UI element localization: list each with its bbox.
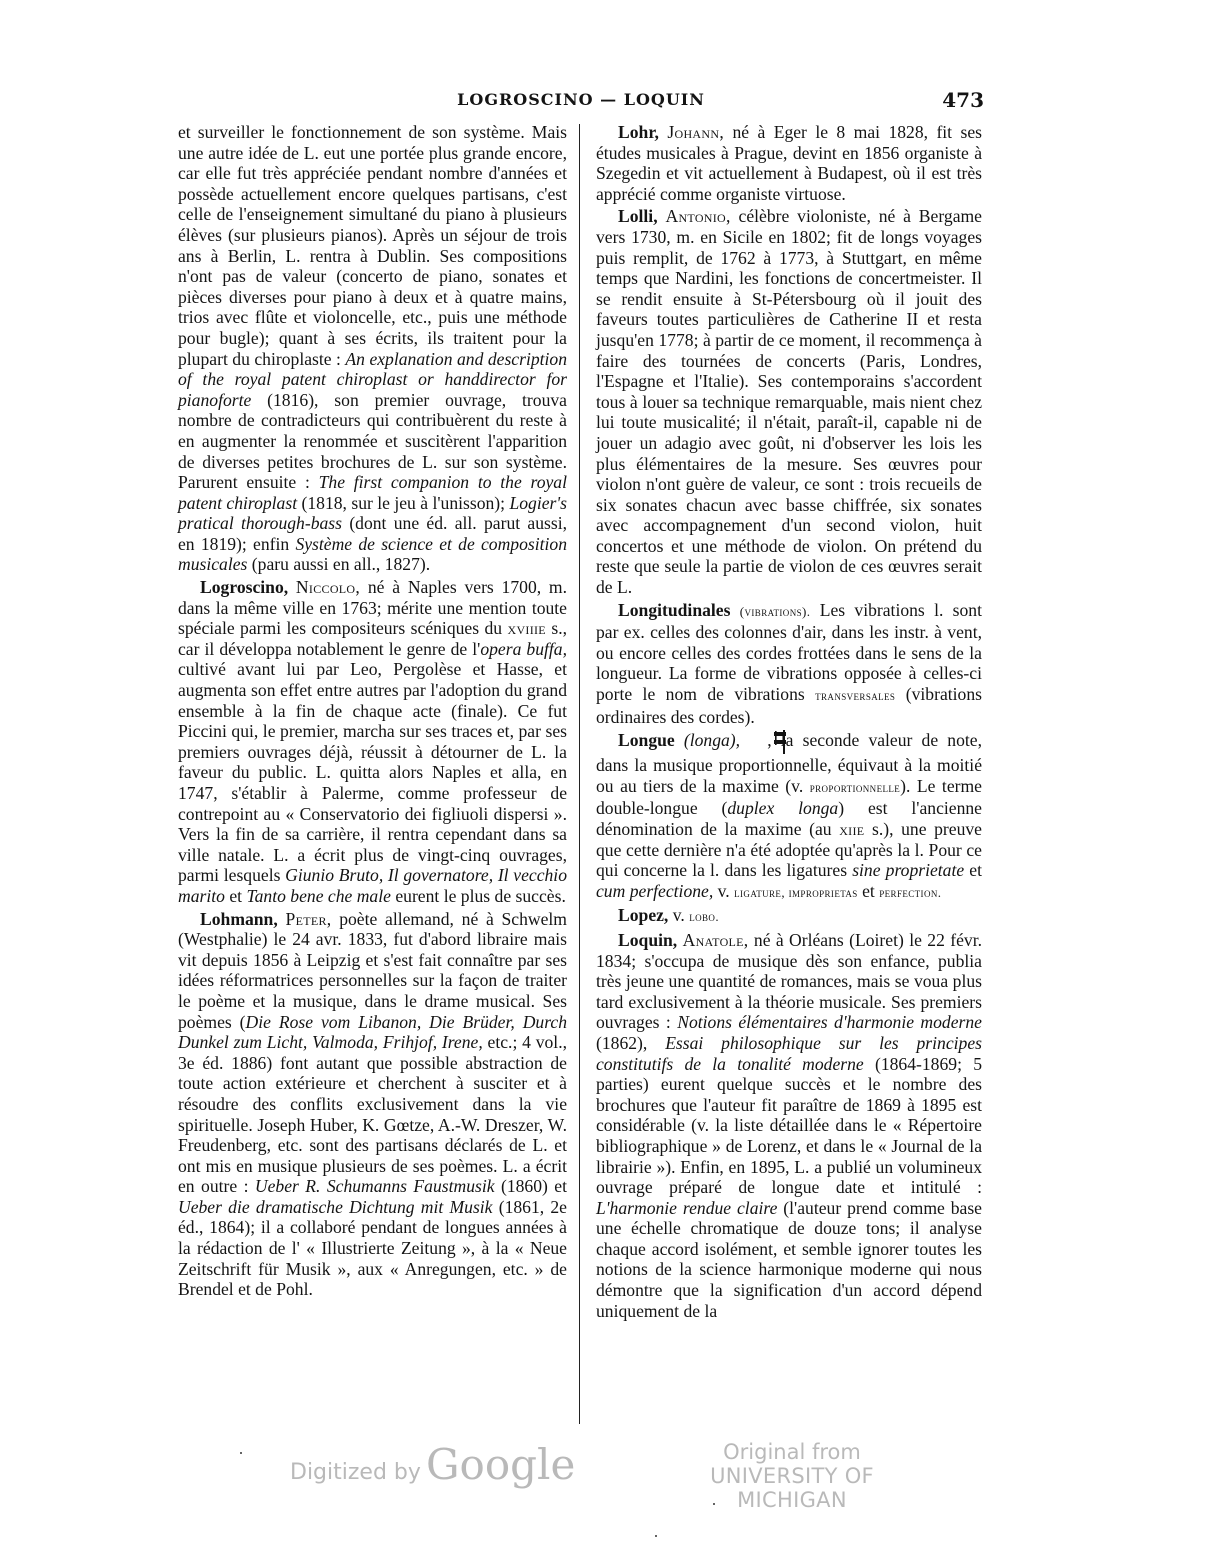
headword: Lohr, <box>618 122 659 142</box>
forename: Niccolo, <box>295 577 361 598</box>
entry-lopez: Lopez, v. lobo. <box>618 905 719 926</box>
term: cum perfectione, <box>596 880 714 901</box>
work-title: The first companion to the royal patent chiroplast <box>178 472 567 513</box>
work-title: opera buffa, <box>480 638 567 659</box>
work-title: Ueber die dramatische Dichtung mit Musik <box>178 1196 493 1217</box>
headword: Longitudinales <box>618 599 731 620</box>
work-title: Giunio Bruto, Il governatore, Il vecchio marito <box>178 865 567 906</box>
forename: Peter, <box>285 908 332 929</box>
term: sine proprietate <box>852 860 965 881</box>
google-logo: Google <box>426 1440 576 1489</box>
running-header <box>178 88 984 118</box>
cross-reference: transversales <box>815 688 896 704</box>
longa-note-icon <box>751 729 765 755</box>
century: xiie <box>839 819 865 839</box>
cross-reference: lobo. <box>689 909 719 925</box>
scan-speck <box>713 1503 715 1505</box>
forename: Anatole, <box>682 929 749 950</box>
work-title: Ueber R. Schumanns Faustmusik <box>254 1176 495 1197</box>
term: duplex longa <box>727 798 839 819</box>
work-title: Logier's pratical thorough-bass <box>178 492 567 534</box>
work-title: Tanto bene che male <box>246 885 391 906</box>
right-column <box>596 122 982 1321</box>
forename: Johann, <box>667 122 725 142</box>
entry-longitudinales: Longitudinales (vibrations). Les vibrations l. sont par ex. celles des colonnes d'air, dans les instr. à vent, ou encore celles des cordes frottées dans le sens de la longueur. La forme de vibrations opposée à celles-ci porte le nom de vibrations transversales (vibrations ordinaires des cordes). <box>596 599 982 727</box>
entry-longue: Longue (longa), , la seconde valeur de note, dans la musique proportionnelle, équivaut à la moitié ou au tiers de la maxime (v. proportionnelle). Le terme double-longue (duplex longa) est l'ancienne dénomination de la maxime (au xiie s.), une preuve que cette dernière n'a été adoptée qu'après la l. Pour ce qui concerne la l. dans les ligatures sine proprietate et cum perfectione, v. ligature, improprietas et perfection. <box>596 730 982 901</box>
original-source-watermark <box>668 1440 916 1512</box>
scan-speck <box>240 1452 242 1454</box>
entry-loquin: Loquin, Anatole, né à Orléans (Loiret) le 22 févr. 1834; s'occupa de musique dès son enfance, publia très jeune une quantité de romances, mais se voua plus tard exclusivement à la théorie musicale. Ses premiers ouvrages : Notions élémentaires d'harmonie moderne (1862), Essai philosophique sur les principes constitutifs de la tonalité moderne (1864-1869; 5 parties) eurent quelque succès et le nombre des brochures que l'auteur fit paraître de 1869 à 1895 est considérable (v. la liste détaillée dans le « Répertoire bibliographique » de Lorenz, et dans le « Journal de la librairie »). Enfin, en 1895, L. a publié un volumineux ouvrage préparé de longue date et intitulé : L'harmonie rendue claire (l'auteur prend comme base une échelle chromatique de douze tons; il analyse chaque accord isolément, et semble ignorer toutes les notions de la science harmonique moderne qui nous démontre que la signification d'un accord dépend uniquement de la <box>596 929 982 1321</box>
running-title: LOGROSCINO — LOQUIN <box>457 90 705 109</box>
scan-speck <box>655 1535 657 1537</box>
headword: Logroscino, <box>200 577 289 598</box>
work-title: Système de science et de composition musicales <box>178 533 567 575</box>
work-title: Die Rose vom Libanon, Die Brüder, Durch Dunkel zum Licht, Valmoda, Frihjof, Irene, <box>178 1011 567 1053</box>
cross-reference: ligature, improprietas <box>734 884 858 900</box>
work-title: Notions élémentaires d'harmonie moderne <box>677 1012 982 1033</box>
headword: Lohmann, <box>200 908 278 929</box>
headword: Longue <box>618 730 675 751</box>
original-from-label: Original from <box>723 1440 861 1464</box>
page-number: 473 <box>942 88 984 112</box>
headword: Loquin, <box>618 929 678 950</box>
forename: Antonio, <box>665 206 731 227</box>
entry-lolli: Lolli, Antonio, célèbre violoniste, né à Bergame vers 1730, m. en Sicile en 1802; fit de longs voyages puis remplit, de 1762 à 1773, à Stuttgart, en même temps que Nardini, les fonctions de concertmeister. Il se rendit ensuite à St-Pétersbourg où il jouit des faveurs toutes particulières de Catherine II et resta jusqu'en 1778; à partir de ce moment, il recommença à faire des tournées de concerts (Paris, Londres, l'Espagne et l'Italie). Ses contemporains s'accordent tous à louer sa technique remarquable, mais nient chez lui toute musicalité; il n'était, paraît-il, capable ni de jouer un adagio avec goût, ni d'observer les lois les plus élémentaires de la mesure. Ses œuvres pour violon n'ont guère de valeur, ce sont : trois recueils de six sonates chacun avec basse chiffrée, six sonates avec accompagnement d'un second violon, huit concertos et une méthode de violon. On prétend du reste que seule la partie de violon de ces œuvres serait de L. <box>596 206 982 598</box>
gloss: (longa), <box>683 730 741 751</box>
digitized-by-watermark <box>290 1440 575 1489</box>
digitized-prefix: Digitized by <box>290 1460 421 1485</box>
headword: Lolli, <box>618 206 658 227</box>
cross-reference: perfection. <box>879 884 942 900</box>
continued-entry-text: et surveiller le fonctionnement de son système. Mais une autre idée de L. eut une portée plus grande encore, car elle fut très appréciée pendant nombre d'années et possède actuellement encore quelques partisans, c'est celle de l'enseignement simultané du piano à plusieurs élèves (sur plusieurs pianos). Après un séjour de trois ans à Berlin, L. rentra à Dublin. Ses compositions n'ont pas de valeur (concerto de piano, sonates et pièces diverses pour piano à deux et à quatre mains, trios avec flûte et violoncelle, etc., puis une méthode pour bugle); quant à ses écrits, ils traitent pour la plupart du chiroplaste : An explanation and description of the royal patent chiroplast or handdirector for pianoforte (1816), son premier ouvrage, trouva nombre de contradicteurs qui contribuèrent du reste à en augmenter la renommée et suscitèrent l'apparition de diverses petites brochures de L. sur son système. Parurent ensuite : The first companion to the royal patent chiroplast (1818, sur le jeu à l'unisson); Logier's pratical thorough-bass (dont une éd. all. parut aussi, en 1819); enfin Système de science et de composition musicales (paru aussi en all., 1827). <box>178 122 568 575</box>
cross-reference: proportionnelle <box>809 779 901 795</box>
century: xviiie <box>507 618 546 639</box>
left-column <box>178 122 567 1300</box>
university-label: UNIVERSITY OF MICHIGAN <box>710 1464 874 1512</box>
work-title: Essai philosophique sur les principes constitutifs de la tonalité moderne <box>596 1032 982 1074</box>
work-title: L'harmonie rendue claire <box>596 1197 778 1218</box>
headword: Lopez, <box>618 905 669 926</box>
qualifier: (vibrations). <box>739 603 811 619</box>
work-title: An explanation and description of the royal patent chiroplast or handdirector for pianoforte <box>178 348 568 410</box>
entry-lohmann: Lohmann, Peter, poète allemand, né à Schwelm (Westphalie) le 24 avr. 1833, fut d'abord libraire mais vit depuis 1856 à Leipzig et s'est fait connaître par ses idées réformatrices personnelles sur la façon de traiter le poème et la musique, dans le drame musical. Ses poèmes (Die Rose vom Libanon, Die Brüder, Durch Dunkel zum Licht, Valmoda, Frihjof, Irene, etc.; 4 vol., 3e éd. 1886) font autant que possible abstraction de toute action extérieure et cherchent à susciter et à résoudre des conflits exclusivement dans la vie spirituelle. Joseph Huber, K. Gœtze, A.-W. Dreszer, W. Freudenberg, etc. sont des partisans déclarés de L. et ont mis en musique plusieurs de ses poèmes. L. a écrit en outre : Ueber R. Schumanns Faustmusik (1860) et Ueber die dramatische Dichtung mit Musik (1861, 2e éd., 1864); il a collaboré pendant de longues années à la rédaction de l' « Illustrierte Zeitung », à la « Neue Zeitschrift für Musik », aux « Anregungen, etc. » de Brendel et de Pohl. <box>178 908 567 1300</box>
column-divider <box>579 124 580 1424</box>
entry-logroscino: Logroscino, Niccolo, né à Naples vers 1700, m. dans la même ville en 1763; mérite une mention toute spéciale parmi les compositeurs scéniques du xviiie s., car il développa notablement le genre de l'opera buffa, cultivé avant lui par Leo, Pergolèse et Hasse, et augmenta son effet entre autres par l'adoption du grand ensemble à la fin de chaque acte (finale). Ce fut Piccini qui, le premier, marcha sur ses traces et, par ses premiers ouvrages déjà, réussit à détourner de L. la faveur du public. L. quitta alors Naples et alla, en 1747, s'établir à Palerme, comme professeur de contrepoint au « Conservatorio dei figliuoli dispersi ». Vers la fin de sa carrière, il rentra cependant dans sa ville natale. L. a écrit plus de vingt-cinq ouvrages, parmi lesquels Giunio Bruto, Il governatore, Il vecchio marito et Tanto bene che male eurent le plus de succès. <box>178 577 567 906</box>
entry-lohr: Lohr, Johann, né à Eger le 8 mai 1828, fit ses études musicales à Prague, devint en 1856 organiste à Szegedin et vit actuellement à Budapest, où il est très apprécié comme organiste virtuose. <box>596 122 982 204</box>
